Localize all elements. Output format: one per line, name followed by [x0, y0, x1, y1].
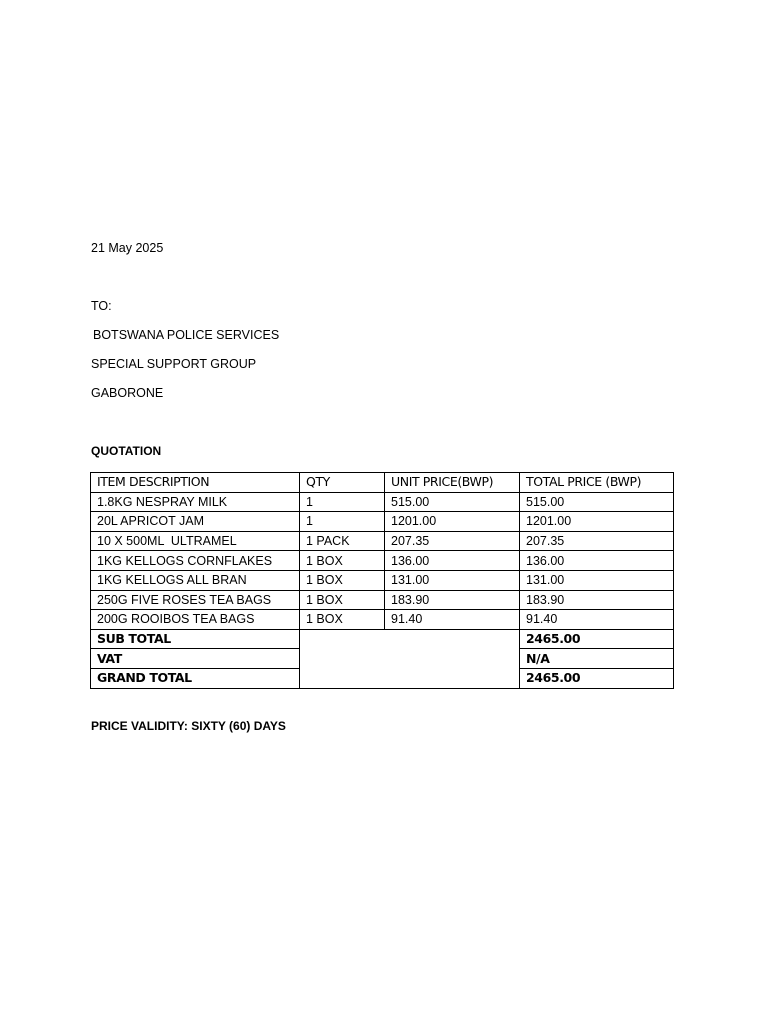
item-qty: 1 BOX	[300, 551, 385, 571]
table-row	[91, 531, 674, 551]
recipient-line-organization: BOTSWANA POLICE SERVICES	[93, 328, 280, 342]
item-description: 1.8KG NESPRAY MILK	[91, 492, 300, 512]
item-description: 10 X 500ML ULTRAMEL	[91, 531, 300, 551]
subtotal-value: 2465.00	[520, 629, 674, 649]
vat-value: N/A	[520, 649, 674, 669]
item-qty: 1	[300, 492, 385, 512]
table-row	[91, 590, 674, 610]
summary-row-subtotal	[91, 629, 674, 649]
item-qty: 1 BOX	[300, 590, 385, 610]
item-qty: 1 BOX	[300, 610, 385, 630]
item-total-price: 131.00	[520, 570, 674, 590]
table-header-row	[91, 473, 674, 493]
item-unit-price: 515.00	[385, 492, 520, 512]
summary-blank-cell	[300, 629, 520, 688]
price-validity-note: PRICE VALIDITY: SIXTY (60) DAYS	[91, 719, 286, 733]
header-unit-price: UNIT PRICE(BWP)	[385, 473, 520, 493]
recipient-line-city: GABORONE	[91, 386, 164, 400]
header-total-price: TOTAL PRICE (BWP)	[520, 473, 674, 493]
quote-date: 21 May 2025	[91, 241, 164, 255]
item-total-price: 91.40	[520, 610, 674, 630]
subtotal-label: SUB TOTAL	[91, 629, 300, 649]
header-item-description: ITEM DESCRIPTION	[91, 473, 300, 493]
quotation-title: QUOTATION	[91, 444, 162, 458]
item-description: 250G FIVE ROSES TEA BAGS	[91, 590, 300, 610]
item-total-price: 136.00	[520, 551, 674, 571]
item-total-price: 1201.00	[520, 512, 674, 532]
item-total-price: 515.00	[520, 492, 674, 512]
quotation-table	[90, 472, 674, 689]
recipient-line-unit: SPECIAL SUPPORT GROUP	[91, 357, 257, 371]
item-description: 200G ROOIBOS TEA BAGS	[91, 610, 300, 630]
vat-label: VAT	[91, 649, 300, 669]
item-description: 1KG KELLOGS CORNFLAKES	[91, 551, 300, 571]
item-qty: 1	[300, 512, 385, 532]
table-row	[91, 512, 674, 532]
header-qty: QTY	[300, 473, 385, 493]
item-qty: 1 PACK	[300, 531, 385, 551]
item-unit-price: 131.00	[385, 570, 520, 590]
table-row	[91, 570, 674, 590]
item-unit-price: 1201.00	[385, 512, 520, 532]
recipient-label: TO:	[91, 299, 112, 313]
item-qty: 1 BOX	[300, 570, 385, 590]
item-description: 20L APRICOT JAM	[91, 512, 300, 532]
item-unit-price: 136.00	[385, 551, 520, 571]
item-unit-price: 207.35	[385, 531, 520, 551]
item-unit-price: 183.90	[385, 590, 520, 610]
item-total-price: 207.35	[520, 531, 674, 551]
item-unit-price: 91.40	[385, 610, 520, 630]
table-row	[91, 551, 674, 571]
table-row	[91, 492, 674, 512]
table-row	[91, 610, 674, 630]
grand-total-value: 2465.00	[520, 668, 674, 688]
item-description: 1KG KELLOGS ALL BRAN	[91, 570, 300, 590]
item-total-price: 183.90	[520, 590, 674, 610]
grand-total-label: GRAND TOTAL	[91, 668, 300, 688]
